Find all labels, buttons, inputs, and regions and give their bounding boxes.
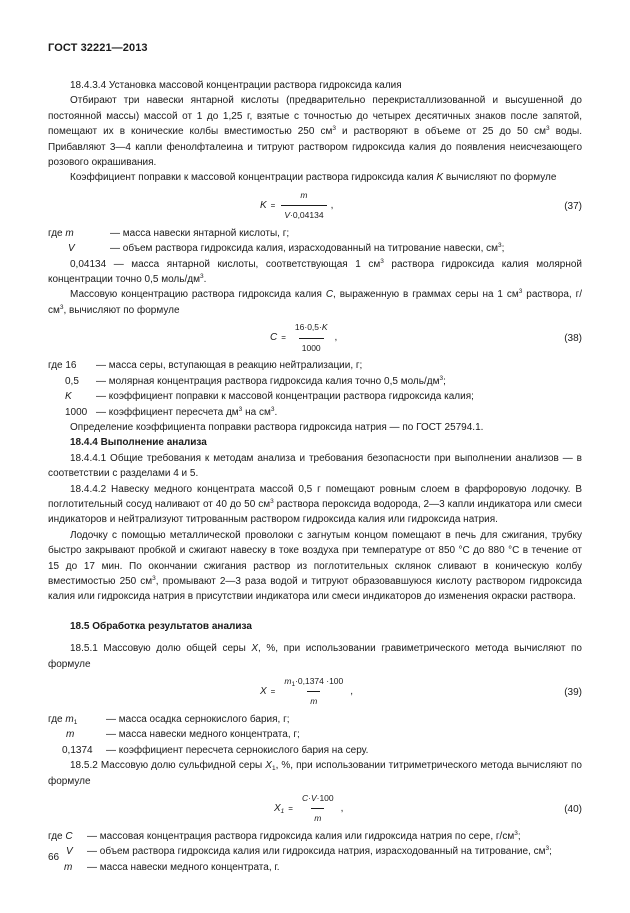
section-heading-18-4-3-4: 18.4.3.4 Установка массовой концентрации раствора гидроксида калия — [70, 80, 402, 91]
page-number: 66 — [48, 852, 60, 863]
where-37-m: где m — масса навески янтарной кислоты, г; — [48, 227, 290, 239]
formula-40: $X_1$ = $\frac{C\cdot V\cdot 100}{m}$ , (40) — [48, 789, 582, 829]
where-38-1000: 1000 — коэффициент пересчета $дм^3$ на $см^3$. — [65, 405, 278, 418]
formula-number-37: (37) — [564, 200, 582, 212]
where-39-0-1374: 0,1374 — коэффициент пересчета сернокислого бария на серу. — [62, 744, 369, 756]
section-heading-18-4-4: 18.4.4 Выполнение анализа — [70, 437, 207, 449]
paragraph-succinic-acid: Отбирают три навески янтарной кислоты (предварительно перекристаллизованной и высушенной до постоянной массы) массой от 1 до 1,25 г, взятые с точностью до четырех десятичных знаков после запятой, помещают их в конические колбы вместимостью 250 $см^3$ и растворяют в объеме от 25 до 50 $см^3$ воды. Прибавляют 3—4 капли фенолфталеина и титруют раствором гидроксида калия до появления неисчезающего розового окрашивания. — [48, 95, 583, 169]
formula-39: X = $\frac{m_1\cdot 0,1374 \cdot 100}{m}$ , (39) — [48, 672, 582, 712]
formula-number-39: (39) — [564, 687, 582, 698]
where-40-c: где C — массовая концентрация раствора гидроксида калия или гидроксида натрия по сере, $г/см^3$; — [48, 830, 521, 843]
where-40-v: V — объем раствора гидроксида калия или гидроксида натрия, израсходованный на титрование, $см^3$; — [66, 845, 552, 858]
where-40-m: m — масса навески медного концентрата, г. — [64, 861, 280, 873]
where-37-constant: 0,04134 — масса янтарной кислоты, соответствующая 1 $см^3$ раствора гидроксида калия молярной концентрации точно 0,5 моль/$дм^3$. — [48, 257, 582, 286]
where-38-16: где 16 — масса серы, вступающая в реакцию нейтрализации, г; — [48, 360, 363, 372]
paragraph-boat-combustion: Лодочку с помощью металлической проволоки с загнутым концом помещают в печь для сжигания, трубку быстро закрывают пробкой и сжигают навеску в токе воздуха при температуре от 850 °С до 880 °С в течение от 15 до 17 мин. По окончании сжигания раствор из поглотительных склянок сливают в коническую колбу вместимостью 250 $см^3$, промывают 2—3 раза водой и титруют образовавшуюся кислоту раствором гидроксида калия или гидроксида натрия в присутствии индикатора или смеси индикаторов до изменения окраски раствора. — [48, 529, 582, 603]
where-38-0-5: 0,5 — молярная концентрация раствора гидроксида калия точно 0,5 моль/$дм^3$; — [65, 374, 446, 387]
formula-37: K = $\frac{m}{V\cdot 0,04134}$ , (37) — [48, 186, 582, 226]
paragraph-correction-factor: Коэффициент поправки к массовой концентрации раствора гидроксида калия K вычисляют по формуле — [70, 172, 557, 184]
paragraph-18-5-1: 18.5.1 Массовую долю общей серы X, %, при использовании гравиметрического метода вычисляют по формуле — [48, 643, 582, 670]
page-header: ГОСТ 32221—2013 — [48, 42, 148, 54]
where-39-m1: где $m_1$ — масса осадка сернокислого бария, г; — [48, 714, 290, 726]
paragraph-mass-concentration: Массовую концентрацию раствора гидроксида калия C, выраженную в граммах серы на 1 $см^3$ раствора, $г/см^3$, вычисляют по формуле — [48, 288, 582, 316]
formula-number-40: (40) — [564, 804, 582, 816]
where-37-v: V — объем раствора гидроксида калия, израсходованный на титрование навески, $см^3$; — [68, 242, 505, 255]
paragraph-18-4-4-1: 18.4.4.1 Общие требования к методам анализа и требования безопасности при выполнении анализов — в соответствии с разделами 4 и 5. — [48, 452, 582, 480]
paragraph-naoh-factor: Определение коэффициента поправки раствора гидроксида натрия — по ГОСТ 25794.1. — [70, 421, 484, 433]
section-heading-18-5: 18.5 Обработка результатов анализа — [70, 620, 252, 632]
where-38-k: K — коэффициент поправки к массовой концентрации раствора гидроксида калия; — [65, 391, 474, 403]
page-content — [48, 78, 582, 875]
paragraph-18-5-2: 18.5.2 Массовую долю сульфидной серы $X_1$, %, при использовании титриметрического метода вычисляют по формуле — [48, 760, 582, 787]
paragraph-18-4-4-2: 18.4.4.2 Навеску медного концентрата массой 0,5 г помещают ровным слоем в фарфоровую лодочку. В поглотительный сосуд наливают от 40 до 50 $см^3$ раствора пероксида водорода, 2—3 капли индикатора или смеси индикаторов и нейтрализуют титрованным раствором гидроксида калия или гидроксида натрия. — [48, 483, 582, 526]
formula-number-38: (38) — [564, 333, 582, 345]
where-39-m: m — масса навески медного концентрата, г; — [66, 729, 300, 741]
formula-38: C = $\frac{16\cdot 0,5\cdot K}{1000}$ , (38) — [48, 318, 582, 358]
